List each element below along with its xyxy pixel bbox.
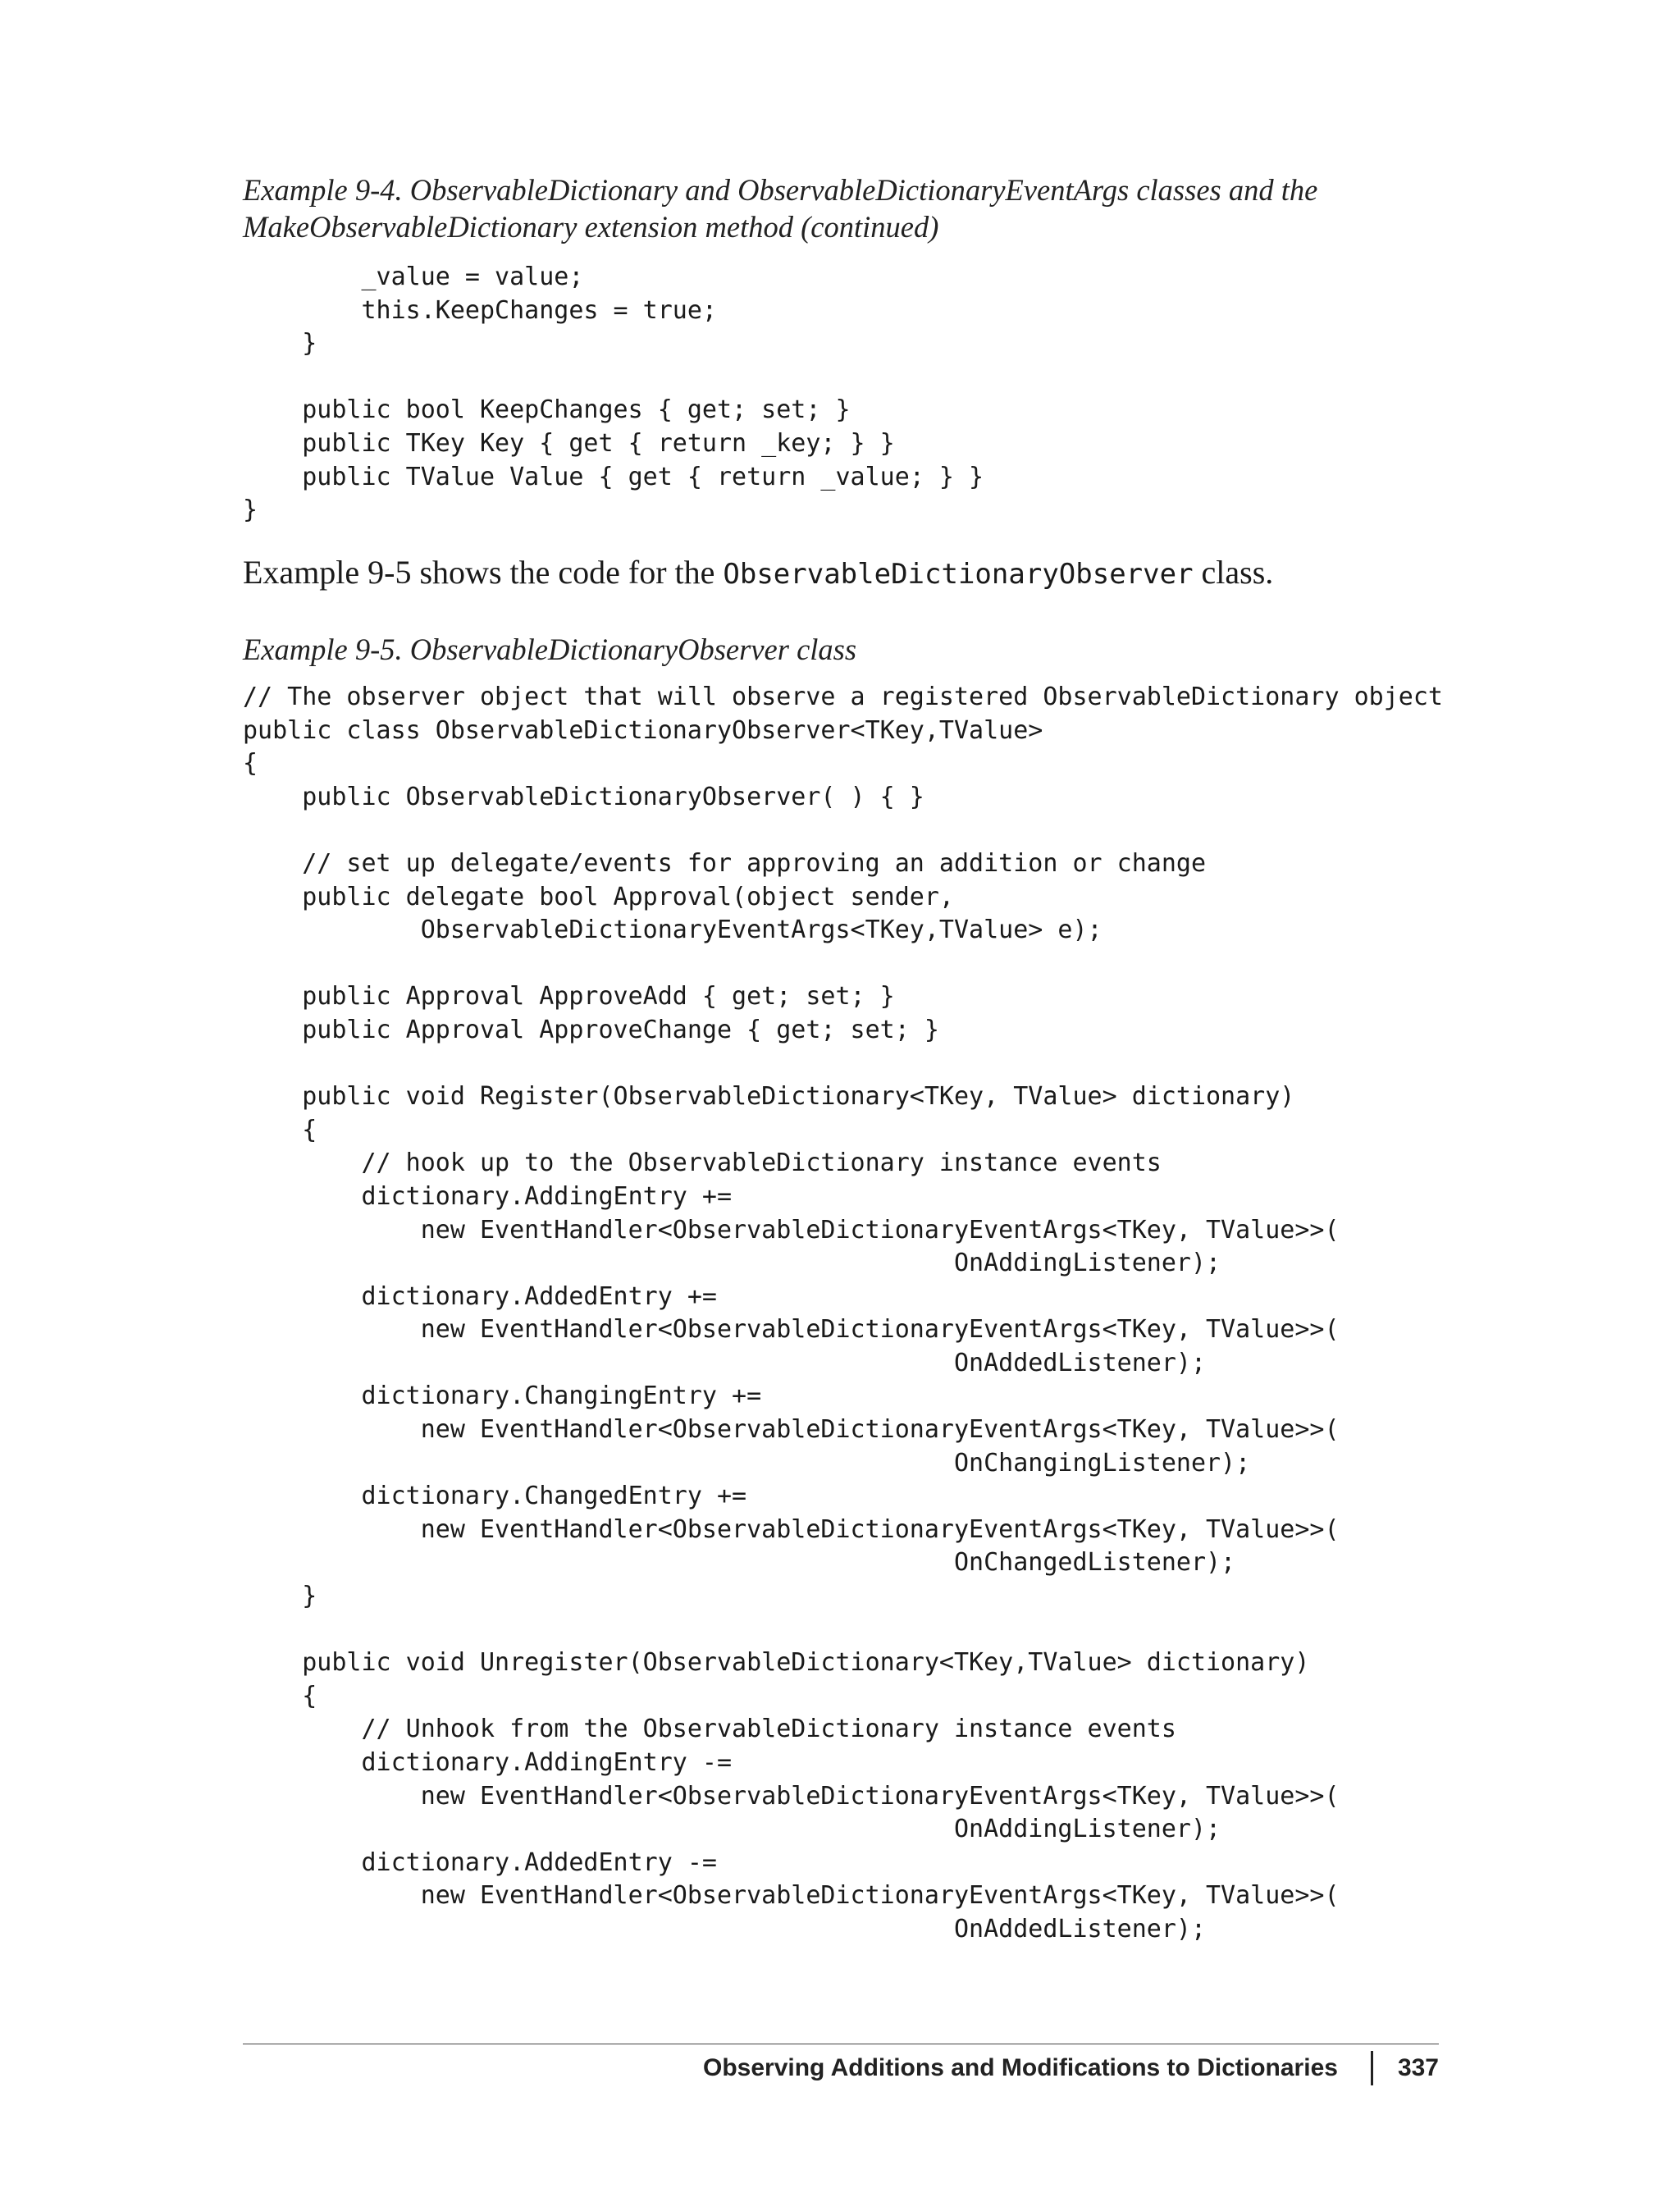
example-9-5-code-block xyxy=(243,681,1443,1947)
code-line xyxy=(243,1614,1443,1647)
page-footer xyxy=(703,2049,1439,2087)
code-line: public TValue Value { get { return _value; } } xyxy=(243,462,984,491)
code-line xyxy=(243,361,984,395)
page-number: 337 xyxy=(1397,2054,1439,2081)
code-line: dictionary.AddedEntry += xyxy=(243,1281,717,1311)
code-line: } xyxy=(243,496,258,525)
code-line: public Approval ApproveChange { get; set; } xyxy=(243,1015,939,1044)
code-line: new EventHandler<ObservableDictionaryEventArgs<TKey, TValue>>( xyxy=(243,1315,1340,1345)
footer-section-title: Observing Additions and Modifications to Dictionaries xyxy=(702,2054,1338,2081)
body-paragraph xyxy=(243,552,1273,595)
code-line: dictionary.ChangingEntry += xyxy=(243,1382,762,1411)
code-line: new EventHandler<ObservableDictionaryEventArgs<TKey, TValue>>( xyxy=(243,1514,1340,1544)
code-line: new EventHandler<ObservableDictionaryEventArgs<TKey, TValue>>( xyxy=(243,1881,1340,1911)
code-line: public bool KeepChanges { get; set; } xyxy=(243,395,851,425)
code-line: new EventHandler<ObservableDictionaryEventArgs<TKey, TValue>>( xyxy=(243,1215,1340,1245)
code-line: new EventHandler<ObservableDictionaryEventArgs<TKey, TValue>>( xyxy=(243,1415,1340,1445)
code-line: public TKey Key { get { return _key; } } xyxy=(243,428,895,458)
code-line: // hook up to the ObservableDictionary instance events xyxy=(243,1149,1162,1178)
code-line: OnAddingListener); xyxy=(243,1249,1221,1278)
footer-separator xyxy=(1371,2051,1373,2085)
code-line xyxy=(243,1048,1443,1081)
code-line: OnAddedListener); xyxy=(243,1914,1206,1943)
code-line: { xyxy=(243,1681,317,1710)
code-line: ObservableDictionaryEventArgs<TKey,TValue> e); xyxy=(243,916,1102,945)
code-line: dictionary.AddedEntry -= xyxy=(243,1847,717,1877)
code-line xyxy=(243,948,1443,981)
code-line: public class ObservableDictionaryObserver<TKey,TValue> xyxy=(243,715,1043,745)
code-line: dictionary.AddingEntry += xyxy=(243,1181,733,1211)
code-line: public ObservableDictionaryObserver( ) { } xyxy=(243,782,924,811)
example-9-4-caption xyxy=(243,171,1317,245)
code-line: public void Unregister(ObservableDictionary<TKey,TValue> dictionary) xyxy=(243,1648,1310,1678)
paragraph-text-before: Example 9-5 shows the code for the xyxy=(243,554,724,591)
code-line: OnAddedListener); xyxy=(243,1348,1206,1377)
code-line: dictionary.AddingEntry -= xyxy=(243,1748,733,1777)
code-line: // The observer object that will observe a registered ObservableDictionary object xyxy=(243,683,1443,711)
code-line: public void Register(ObservableDictionary<TKey, TValue> dictionary) xyxy=(243,1082,1295,1112)
example-9-4-caption-line: Example 9-4. ObservableDictionary and ObservableDictionaryEventArgs classes and the xyxy=(243,173,1318,207)
code-line: } xyxy=(243,329,317,359)
code-line: new EventHandler<ObservableDictionaryEventArgs<TKey, TValue>>( xyxy=(243,1781,1340,1811)
code-line: { xyxy=(243,1115,317,1144)
inline-code-class-name: ObservableDictionaryObserver xyxy=(723,558,1194,591)
example-9-4-code-block xyxy=(243,261,984,528)
code-line: } xyxy=(243,1582,317,1611)
code-line: OnChangedListener); xyxy=(243,1548,1236,1578)
code-line: // set up delegate/events for approving an addition or change xyxy=(243,848,1206,878)
code-line: public delegate bool Approval(object sender, xyxy=(243,882,954,911)
code-line: OnChangingListener); xyxy=(243,1448,1251,1478)
code-line xyxy=(243,814,1443,847)
code-line: dictionary.ChangedEntry += xyxy=(243,1482,747,1511)
code-line: public Approval ApproveAdd { get; set; } xyxy=(243,982,895,1012)
code-line: { xyxy=(243,749,258,779)
code-line: OnAddingListener); xyxy=(243,1815,1221,1844)
code-line: _value = value; xyxy=(243,263,584,291)
code-line: this.KeepChanges = true; xyxy=(243,295,717,325)
example-9-5-caption: Example 9-5. ObservableDictionaryObserver class xyxy=(243,633,857,666)
paragraph-text-after: class. xyxy=(1193,554,1274,591)
example-9-4-caption-line: MakeObservableDictionary extension method (continued) xyxy=(243,210,939,244)
code-line: // Unhook from the ObservableDictionary instance events xyxy=(243,1715,1176,1744)
